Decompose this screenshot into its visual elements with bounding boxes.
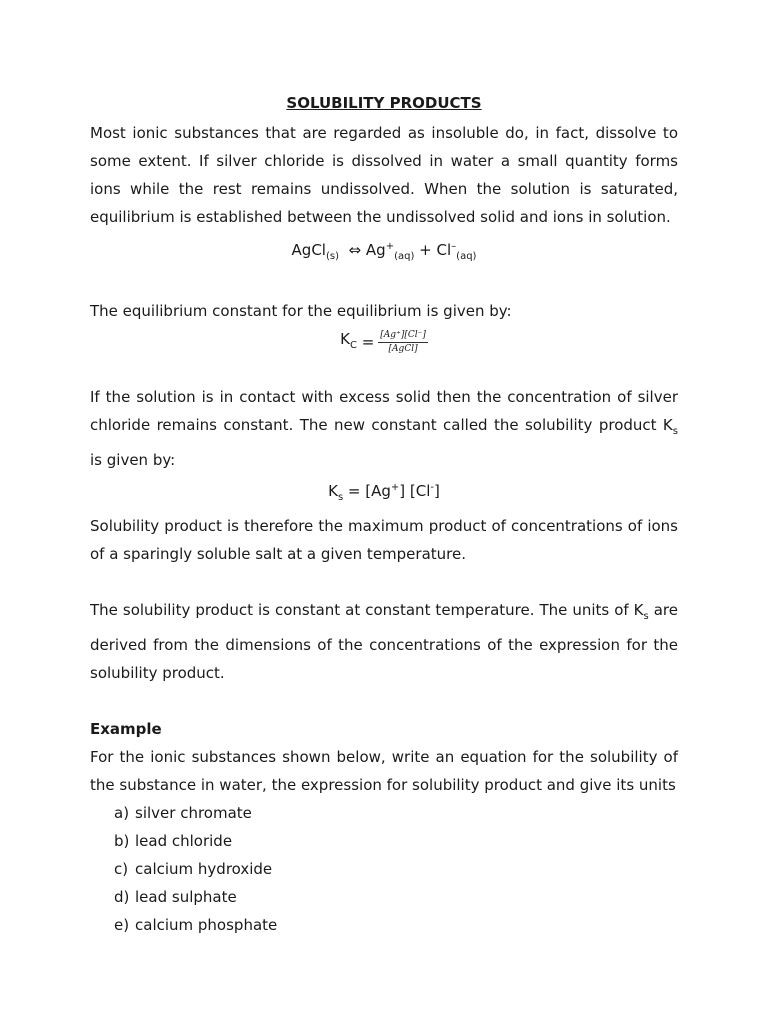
example-list [90, 799, 678, 939]
equation-ion1: Ag [365, 241, 386, 259]
equation-ion2: Cl [436, 241, 452, 259]
spacer [90, 359, 678, 383]
spacer [90, 568, 678, 596]
list-item: e) calcium phosphate [114, 916, 278, 934]
kc-expression [90, 325, 678, 359]
example-heading: Example [90, 720, 162, 738]
equation-ion1-state: (aq) [394, 251, 415, 262]
spacer [90, 269, 678, 297]
example-text: For the ionic substances shown below, write an equation for the solubility of the substance in water, the expression for solubility product and give its units [90, 748, 678, 794]
equilibrium-constant-intro: The equilibrium constant for the equilibrium is given by: [90, 302, 512, 320]
equation-ion1-charge: + [385, 241, 395, 252]
list-item: a) silver chromate [114, 804, 252, 822]
equation-plus: + [419, 241, 432, 259]
definition-paragraph: Solubility product is therefore the maximum product of concentrations of ions of a sparingly soluble salt at a given temperature. [90, 517, 678, 563]
equilibrium-arrow: ⇔ [348, 241, 362, 259]
equation-ion2-charge: – [451, 241, 457, 252]
list-item: d) lead sulphate [114, 888, 237, 906]
kc-denominator: [AgCl] [388, 343, 418, 354]
equation-reactant-state: (s) [325, 251, 339, 262]
kc-equals: = [361, 333, 375, 351]
document-page [90, 92, 678, 939]
units-paragraph: The solubility product is constant at constant temperature. The units of $K_s$ are derived from the dimensions of the concentrations of the expression for the solubility product. [90, 601, 678, 682]
list-item: b) lead chloride [114, 832, 233, 850]
kc-label: $K_C$ [340, 329, 357, 351]
intro-paragraph: Most ionic substances that are regarded as insoluble do, in fact, dissolve to some extent. If silver chloride is dissolved in water a small quantity forms ions while the rest remains undissolved. When the solution is saturated, equilibrium is established between the undissolved solid and ions in solution. [90, 124, 678, 226]
dissolution-equation [90, 235, 678, 269]
list-item: c) calcium hydroxide [114, 860, 273, 878]
equation-reactant: AgCl [291, 241, 326, 259]
solubility-product-paragraph: If the solution is in contact with excess solid then the concentration of silver chloride remains constant. The new constant called the solubility product $K_s$ is given by: [90, 388, 678, 469]
equation-ion2-state: (aq) [456, 251, 477, 262]
ks-expression: $K_s = [Ag^+]$ [Cl-] [328, 482, 440, 503]
page-title: SOLUBILITY PRODUCTS [286, 94, 482, 112]
kc-numerator: [Ag⁺][Cl⁻] [378, 330, 428, 343]
spacer [90, 687, 678, 715]
kc-fraction [378, 330, 428, 355]
